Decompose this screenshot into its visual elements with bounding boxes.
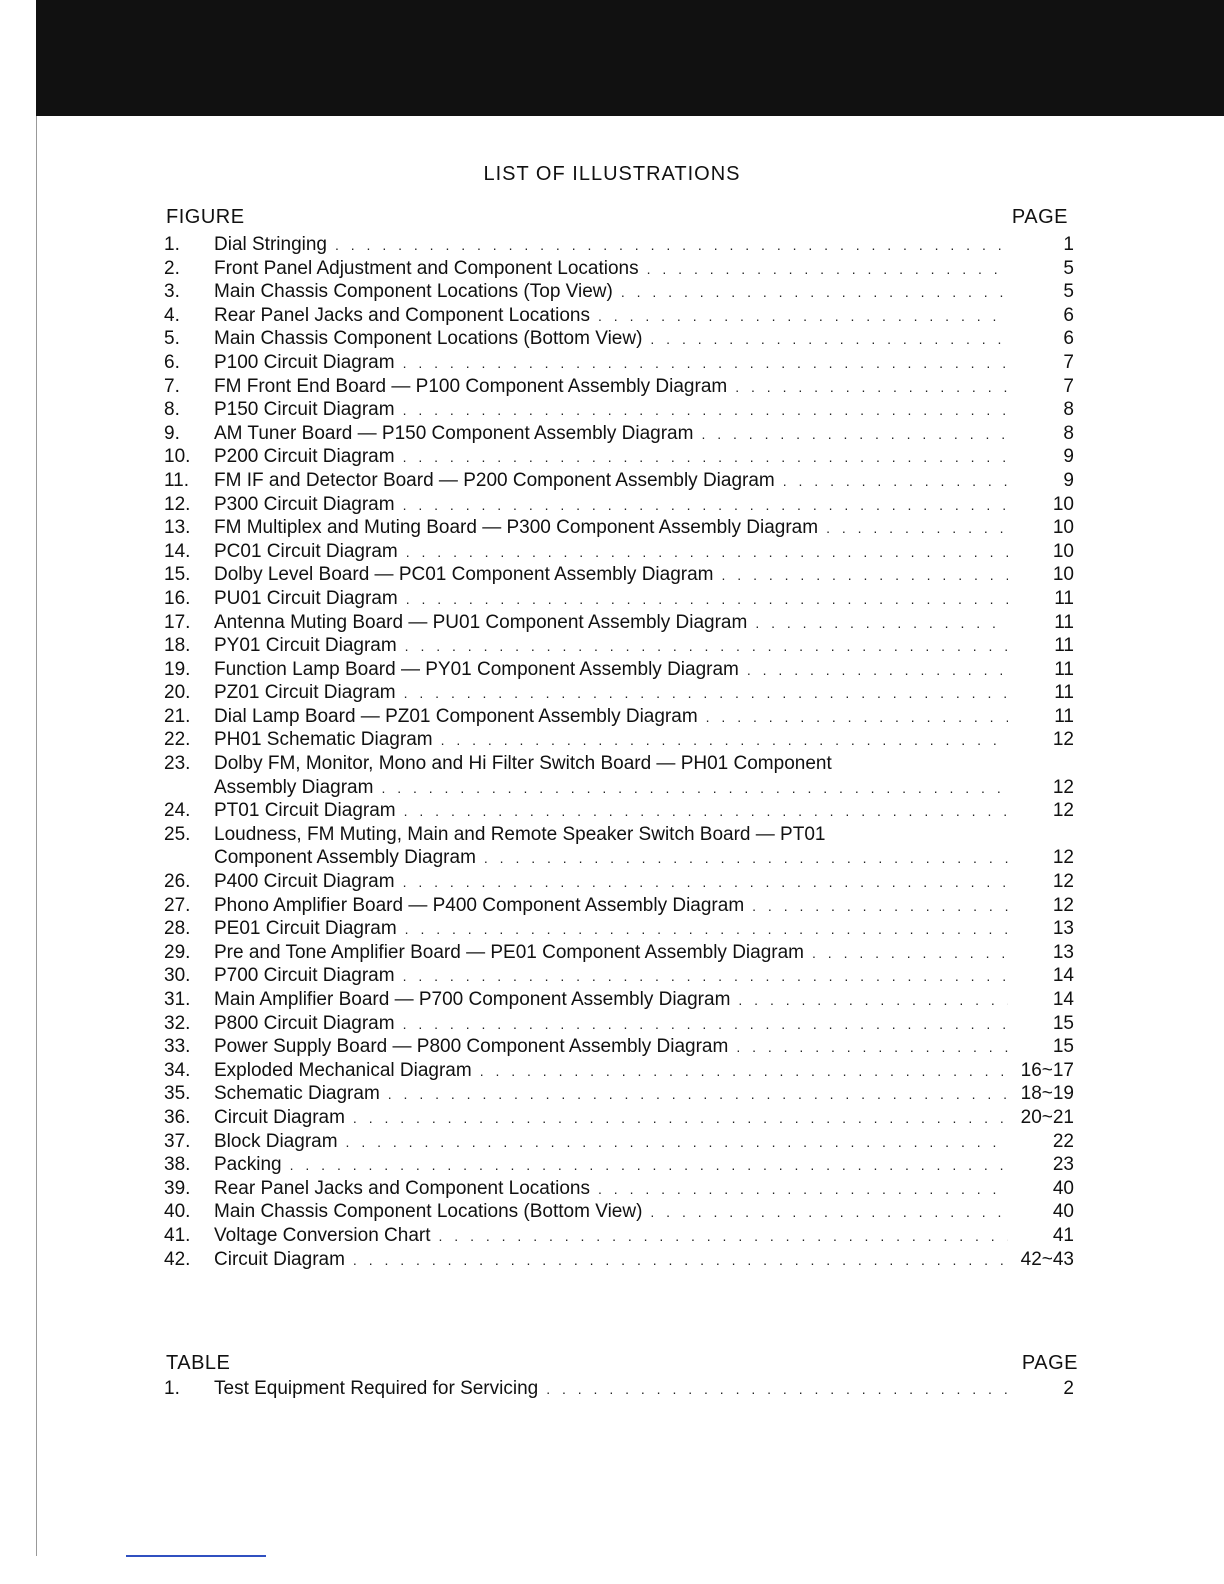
item-number: 37. (164, 1130, 191, 1152)
item-number: 13. (164, 517, 191, 539)
item-label: P300 Circuit Diagram (214, 493, 395, 515)
leader-dots (735, 376, 1008, 400)
item-body (214, 1377, 1074, 1401)
list-item (164, 728, 1074, 752)
leader-dots (480, 1060, 1008, 1084)
item-body (214, 1082, 1074, 1106)
list-item (164, 540, 1074, 564)
table-page-column-heading: PAGE (1021, 1352, 1078, 1374)
list-item (164, 375, 1074, 399)
item-page-number: 11 (1054, 682, 1074, 704)
leader-dots (439, 1225, 1008, 1249)
item-label: Circuit Diagram (214, 1248, 345, 1270)
item-body (214, 398, 1074, 422)
item-number: 3. (164, 281, 180, 303)
list-item (164, 941, 1074, 965)
list-item (164, 917, 1074, 941)
item-number: 1. (164, 1378, 180, 1399)
item-page-number: 12 (1052, 729, 1074, 751)
list-item (164, 1130, 1074, 1154)
item-label: Exploded Mechanical Diagram (214, 1059, 472, 1081)
item-number: 41. (164, 1224, 191, 1246)
item-page-number: 10 (1052, 517, 1074, 539)
item-label: Antenna Muting Board — PU01 Component Assembly Diagram (214, 611, 748, 633)
item-label: Front Panel Adjustment and Component Locations (214, 257, 639, 279)
list-item (164, 304, 1074, 328)
item-number: 7. (164, 375, 180, 397)
item-page-number: 12 (1052, 776, 1074, 798)
item-label-first-line: Dolby FM, Monitor, Mono and Hi Filter Switch Board — PH01 Component (214, 753, 832, 775)
item-body (214, 327, 1074, 351)
item-page-number: 5 (1063, 257, 1074, 279)
item-page-number: 16~17 (1020, 1059, 1074, 1081)
item-label: Rear Panel Jacks and Component Locations (214, 304, 591, 326)
list-item (164, 1377, 1074, 1401)
item-label: Schematic Diagram (214, 1083, 380, 1105)
leader-dots (405, 918, 1008, 942)
list-item (164, 1106, 1074, 1130)
item-body (214, 280, 1074, 304)
list-item (164, 681, 1074, 705)
list-item (164, 469, 1074, 493)
figure-column-heading: FIGURE (166, 206, 245, 228)
item-body (214, 563, 1074, 587)
item-body (214, 587, 1074, 611)
item-page-number: 15 (1052, 1036, 1074, 1058)
item-body (214, 1059, 1074, 1083)
item-number: 24. (164, 800, 191, 822)
item-number: 23. (164, 753, 191, 775)
item-label: AM Tuner Board — P150 Component Assembly Diagram (214, 422, 694, 444)
leader-dots (353, 1249, 1008, 1273)
leader-dots (701, 423, 1008, 447)
item-page-number: 10 (1052, 564, 1074, 586)
item-body (214, 493, 1074, 517)
item-page-number: 11 (1054, 705, 1074, 727)
item-page-number: 40 (1052, 1177, 1074, 1199)
item-label: Dolby Level Board — PC01 Component Assembly Diagram (214, 564, 714, 586)
list-item (164, 1248, 1074, 1272)
item-label: Rear Panel Jacks and Component Locations (214, 1177, 591, 1199)
item-number: 38. (164, 1154, 191, 1176)
item-label: Assembly Diagram (214, 776, 374, 798)
leader-dots (353, 1107, 1008, 1131)
item-page-number: 12 (1052, 871, 1074, 893)
item-body (214, 1248, 1074, 1272)
item-page-number: 7 (1063, 375, 1074, 397)
item-body (214, 823, 1074, 870)
item-page-number: 5 (1063, 281, 1074, 303)
item-page-number: 11 (1054, 587, 1074, 609)
item-page-number: 15 (1052, 1012, 1074, 1034)
item-body (214, 304, 1074, 328)
item-label: Dial Lamp Board — PZ01 Component Assembly Diagram (214, 705, 698, 727)
item-page-number: 12 (1052, 894, 1074, 916)
leader-dots (290, 1154, 1008, 1178)
item-label: Pre and Tone Amplifier Board — PE01 Component Assembly Diagram (214, 941, 805, 963)
leader-dots (484, 847, 1008, 871)
item-number: 31. (164, 989, 191, 1010)
item-page-number: 12 (1052, 847, 1074, 869)
item-number: 35. (164, 1083, 191, 1105)
scan-header-bar (36, 0, 1224, 116)
item-body (214, 1130, 1074, 1154)
item-label: Test Equipment Required for Servicing (214, 1378, 539, 1399)
item-label: Dial Stringing (214, 234, 327, 255)
item-body (214, 540, 1074, 564)
list-item (164, 563, 1074, 587)
item-label: Phono Amplifier Board — P400 Component Assembly Diagram (214, 894, 745, 916)
leader-dots (706, 706, 1008, 730)
item-label: PZ01 Circuit Diagram (214, 682, 396, 704)
list-item (164, 752, 1074, 799)
leader-dots (403, 965, 1008, 989)
item-body (214, 422, 1074, 446)
item-number: 34. (164, 1059, 191, 1081)
item-body (214, 1177, 1074, 1201)
list-item (164, 799, 1074, 823)
item-page-number: 11 (1054, 635, 1074, 657)
leader-dots (752, 895, 1008, 919)
item-page-number: 2 (1063, 1378, 1074, 1399)
item-label: FM Front End Board — P100 Component Assembly Diagram (214, 375, 728, 397)
leader-dots (747, 659, 1008, 683)
item-body (214, 375, 1074, 399)
item-body (214, 233, 1074, 257)
item-page-number: 1 (1063, 234, 1074, 255)
list-item (164, 257, 1074, 281)
item-number: 10. (164, 446, 191, 468)
item-body (214, 1012, 1074, 1036)
leader-dots (647, 258, 1008, 282)
list-item (164, 1035, 1074, 1059)
item-page-number: 11 (1054, 658, 1074, 680)
item-label: Component Assembly Diagram (214, 847, 476, 869)
item-page-number: 10 (1052, 493, 1074, 515)
list-item (164, 611, 1074, 635)
leader-dots (755, 612, 1008, 636)
leader-dots (650, 328, 1008, 352)
leader-dots (406, 541, 1008, 565)
item-number: 39. (164, 1177, 191, 1199)
list-item (164, 823, 1074, 870)
list-item (164, 870, 1074, 894)
list-item (164, 516, 1074, 540)
item-number: 32. (164, 1012, 191, 1034)
item-number: 20. (164, 682, 191, 704)
item-page-number: 11 (1054, 611, 1074, 633)
item-body (214, 1200, 1074, 1224)
item-label: Function Lamp Board — PY01 Component Assembly Diagram (214, 658, 739, 680)
item-body (214, 658, 1074, 682)
item-label: P200 Circuit Diagram (214, 446, 395, 468)
item-label: P150 Circuit Diagram (214, 399, 395, 421)
leader-dots (403, 494, 1008, 518)
leader-dots (405, 635, 1008, 659)
table-column-heading: TABLE (166, 1352, 231, 1374)
item-body (214, 870, 1074, 894)
leader-dots (403, 446, 1008, 470)
list-item (164, 1177, 1074, 1201)
item-label-first-line: Loudness, FM Muting, Main and Remote Speaker Switch Board — PT01 (214, 823, 826, 845)
item-number: 16. (164, 587, 191, 609)
list-item (164, 493, 1074, 517)
item-number: 42. (164, 1248, 191, 1270)
item-page-number: 13 (1052, 918, 1074, 940)
item-label: Main Chassis Component Locations (Bottom View) (214, 1201, 643, 1223)
list-item (164, 658, 1074, 682)
leader-dots (598, 1178, 1008, 1202)
item-body (214, 799, 1074, 823)
leader-dots (403, 871, 1008, 895)
leader-dots (621, 281, 1008, 305)
binding-edge-line (36, 116, 37, 1556)
item-label: Block Diagram (214, 1130, 338, 1152)
item-label: P400 Circuit Diagram (214, 871, 395, 893)
leader-dots (404, 800, 1008, 824)
item-page-number: 6 (1063, 328, 1074, 350)
item-page-number: 10 (1052, 540, 1074, 562)
list-item (164, 1153, 1074, 1177)
list-item (164, 705, 1074, 729)
item-number: 30. (164, 965, 191, 987)
leader-dots (812, 942, 1008, 966)
item-body (214, 634, 1074, 658)
item-label: P700 Circuit Diagram (214, 965, 395, 987)
list-item (164, 964, 1074, 988)
item-number: 40. (164, 1201, 191, 1223)
item-label: Voltage Conversion Chart (214, 1224, 431, 1246)
list-item (164, 422, 1074, 446)
leader-dots (346, 1131, 1008, 1155)
leader-dots (381, 777, 1008, 801)
item-page-number: 18~19 (1020, 1083, 1074, 1105)
item-page-number: 13 (1052, 941, 1074, 963)
item-body (214, 257, 1074, 281)
item-body (214, 516, 1074, 540)
item-number: 15. (164, 564, 191, 586)
item-page-number: 23 (1052, 1154, 1074, 1176)
item-label: PY01 Circuit Diagram (214, 635, 397, 657)
list-item (164, 351, 1074, 375)
leader-dots (650, 1201, 1008, 1225)
item-page-number: 8 (1063, 422, 1074, 444)
item-page-number: 41 (1052, 1224, 1074, 1246)
leader-dots (388, 1083, 1008, 1107)
item-body (214, 941, 1074, 965)
item-page-number: 9 (1063, 446, 1074, 468)
item-body (214, 1035, 1074, 1059)
item-label: PC01 Circuit Diagram (214, 540, 398, 562)
item-number: 1. (164, 234, 180, 255)
item-body (214, 351, 1074, 375)
item-body (214, 1153, 1074, 1177)
list-item (164, 398, 1074, 422)
item-number: 4. (164, 304, 180, 326)
item-label: Main Chassis Component Locations (Top View) (214, 281, 613, 303)
item-body (214, 681, 1074, 705)
leader-dots (406, 588, 1008, 612)
list-item (164, 1082, 1074, 1106)
list-item (164, 1012, 1074, 1036)
item-number: 29. (164, 941, 191, 963)
item-label: PH01 Schematic Diagram (214, 729, 433, 751)
leader-dots (335, 234, 1008, 258)
item-number: 33. (164, 1036, 191, 1058)
list-item (164, 327, 1074, 351)
item-body (214, 988, 1074, 1012)
item-number: 5. (164, 328, 180, 350)
leader-dots (826, 517, 1008, 541)
item-body (214, 894, 1074, 918)
item-page-number: 6 (1063, 304, 1074, 326)
leader-dots (403, 1013, 1008, 1037)
list-item (164, 445, 1074, 469)
item-page-number: 40 (1052, 1201, 1074, 1223)
item-label: Circuit Diagram (214, 1106, 345, 1128)
item-label: Main Chassis Component Locations (Bottom View) (214, 328, 643, 350)
page-column-heading: PAGE (1011, 206, 1068, 228)
item-label: FM Multiplex and Muting Board — P300 Component Assembly Diagram (214, 517, 819, 539)
item-page-number: 14 (1052, 965, 1074, 987)
item-number: 25. (164, 823, 191, 845)
list-item (164, 1224, 1074, 1248)
item-page-number: 20~21 (1020, 1106, 1074, 1128)
leader-dots (403, 352, 1008, 376)
leader-dots (783, 470, 1008, 494)
item-number: 14. (164, 540, 191, 562)
item-page-number: 7 (1063, 351, 1074, 373)
leader-dots (736, 1036, 1008, 1060)
item-body (214, 469, 1074, 493)
item-body (214, 611, 1074, 635)
item-page-number: 12 (1052, 800, 1074, 822)
leader-dots (404, 682, 1008, 706)
item-page-number: 22 (1052, 1130, 1074, 1152)
item-body (214, 964, 1074, 988)
item-number: 18. (164, 635, 191, 657)
item-label: Main Amplifier Board — P700 Component Assembly Diagram (214, 989, 731, 1010)
list-item (164, 233, 1074, 257)
item-body (214, 445, 1074, 469)
item-number: 19. (164, 658, 191, 680)
list-item (164, 634, 1074, 658)
item-number: 9. (164, 422, 180, 444)
item-label: PU01 Circuit Diagram (214, 587, 398, 609)
leader-dots (403, 399, 1008, 423)
list-item (164, 894, 1074, 918)
leader-dots (441, 729, 1008, 753)
list-item (164, 988, 1074, 1012)
item-label: P800 Circuit Diagram (214, 1012, 395, 1034)
item-body (214, 728, 1074, 752)
item-number: 27. (164, 894, 191, 916)
item-page-number: 14 (1052, 989, 1074, 1010)
leader-dots (546, 1378, 1008, 1402)
item-number: 6. (164, 351, 180, 373)
item-page-number: 9 (1063, 469, 1074, 491)
item-page-number: 42~43 (1020, 1248, 1074, 1270)
item-body (214, 1224, 1074, 1248)
item-body (214, 917, 1074, 941)
item-number: 21. (164, 705, 191, 727)
list-item (164, 587, 1074, 611)
list-item (164, 280, 1074, 304)
table-list (164, 1377, 1074, 1401)
leader-dots (598, 305, 1008, 329)
item-number: 2. (164, 257, 180, 279)
page-title: LIST OF ILLUSTRATIONS (483, 163, 741, 185)
list-item (164, 1200, 1074, 1224)
item-label: PE01 Circuit Diagram (214, 918, 397, 940)
item-number: 26. (164, 871, 191, 893)
item-body (214, 705, 1074, 729)
figure-list (164, 233, 1074, 1271)
item-body (214, 752, 1074, 799)
item-label: Packing (214, 1154, 282, 1176)
leader-dots (722, 564, 1008, 588)
item-number: 12. (164, 493, 191, 515)
item-number: 8. (164, 399, 180, 421)
item-body (214, 1106, 1074, 1130)
item-number: 11. (164, 469, 190, 491)
item-number: 17. (164, 611, 191, 633)
item-number: 28. (164, 918, 191, 940)
leader-dots (738, 989, 1008, 1013)
item-label: PT01 Circuit Diagram (214, 800, 396, 822)
list-item (164, 1059, 1074, 1083)
item-number: 36. (164, 1106, 191, 1128)
item-label: FM IF and Detector Board — P200 Component Assembly Diagram (214, 469, 775, 491)
item-label: P100 Circuit Diagram (214, 351, 395, 373)
footer-rule (126, 1555, 266, 1557)
item-label: Power Supply Board — P800 Component Assembly Diagram (214, 1036, 729, 1058)
item-number: 22. (164, 729, 191, 751)
item-page-number: 8 (1063, 399, 1074, 421)
